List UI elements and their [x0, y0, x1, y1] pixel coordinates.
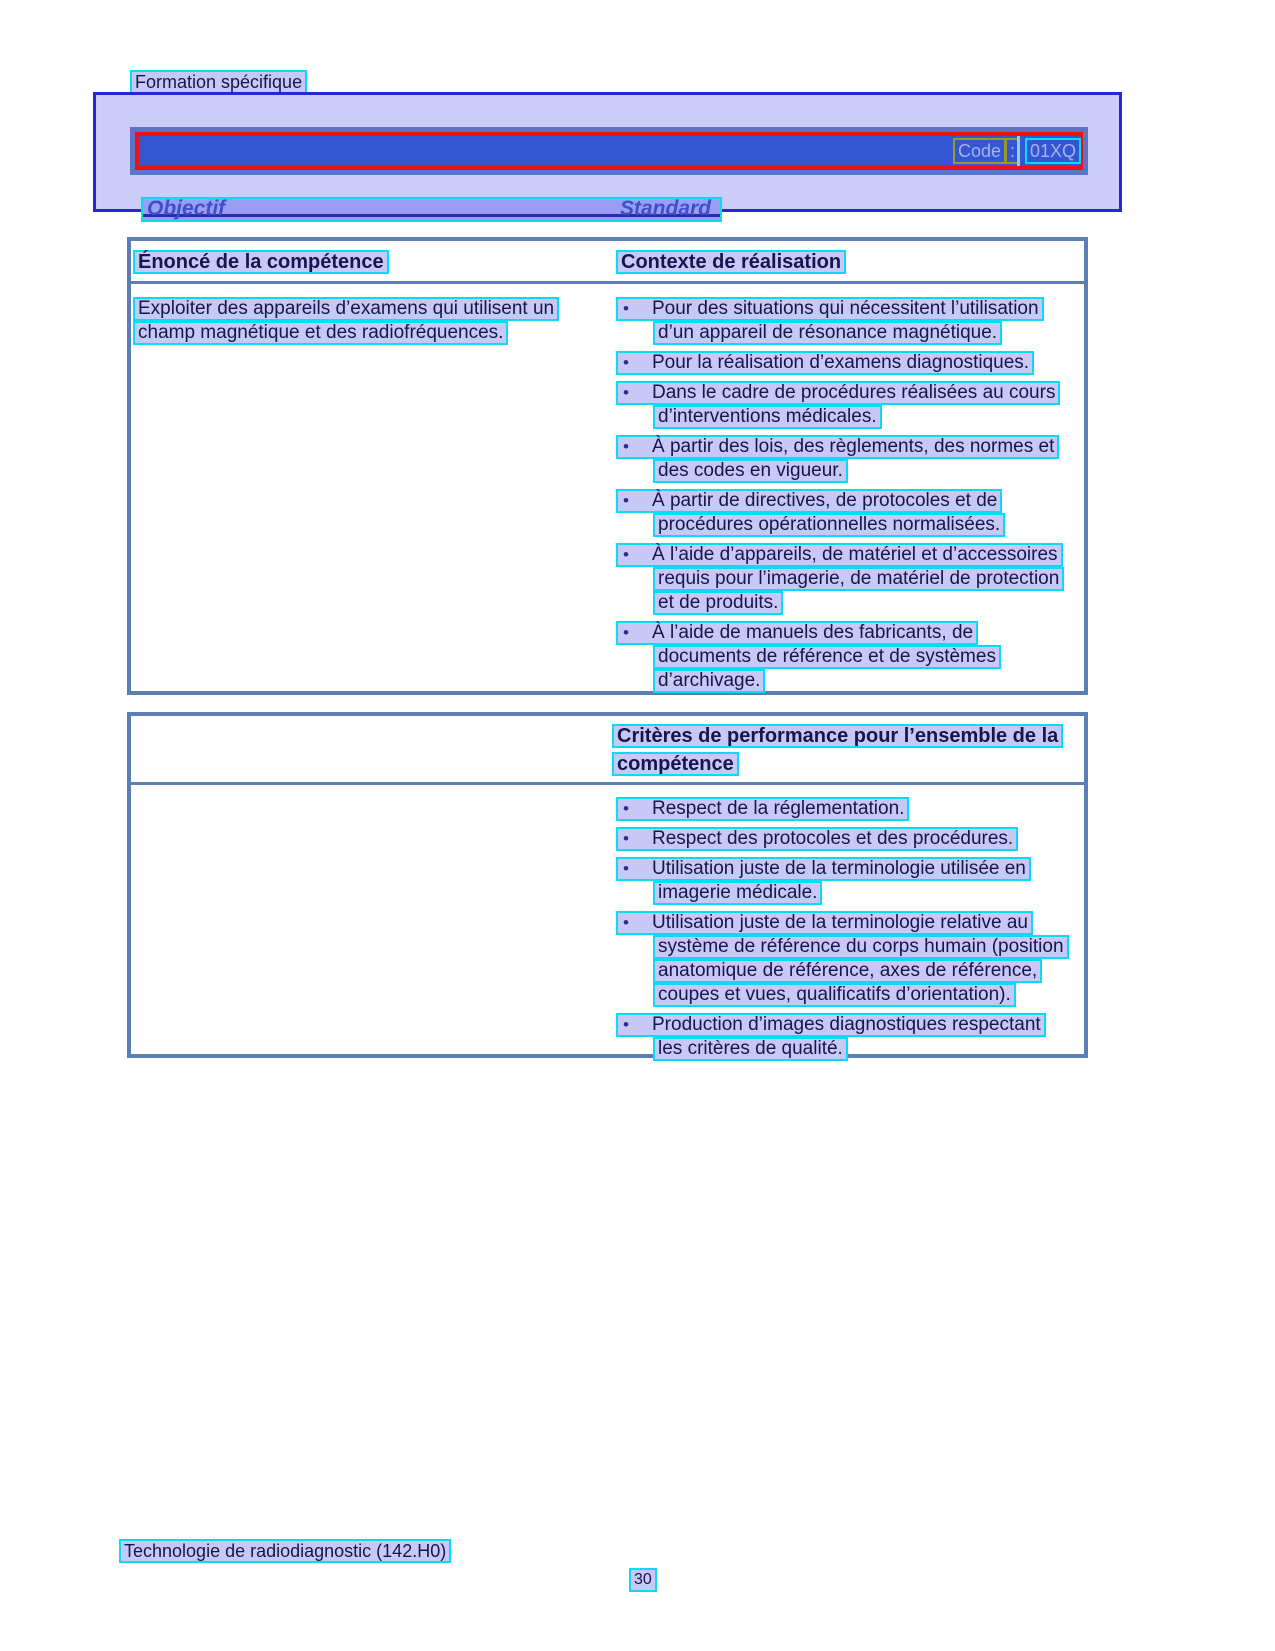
bullet-icon: •: [623, 913, 629, 932]
bullet-line: Respect des protocoles et des procédures.: [652, 828, 1014, 849]
footer-program-label: Technologie de radiodiagnostic (142.H0): [119, 1539, 451, 1563]
statement-line: Exploiter des appareils d’examens qui utilisent un: [133, 297, 559, 321]
competence-table: [127, 237, 1088, 695]
competence-table-header: [131, 241, 1084, 284]
bullet-icon: •: [623, 859, 629, 878]
bullet-line: Utilisation juste de la terminologie relative au: [652, 912, 1028, 933]
bullet-line: À l’aide de manuels des fabricants, de: [652, 622, 974, 643]
bullet-line: documents de référence et de systèmes: [653, 645, 1001, 669]
bullet-line: et de produits.: [653, 591, 783, 615]
statement-line: champ magnétique et des radiofréquences.: [133, 321, 508, 345]
banner-box: [93, 92, 1122, 220]
bullet-line: À partir de directives, de protocoles et de: [652, 490, 998, 511]
page-number: 30: [629, 1568, 657, 1592]
bullet-line: Pour la réalisation d’examens diagnostiques.: [652, 352, 1030, 373]
bullet-line: Pour des situations qui nécessitent l’utilisation: [652, 298, 1039, 319]
header-cell-criteres: [612, 724, 1063, 780]
bullet-icon: •: [623, 491, 629, 510]
bullet-line: Production d’images diagnostiques respectant: [652, 1014, 1041, 1035]
bullet-icon: •: [623, 353, 629, 372]
statement-column: [133, 297, 559, 345]
bullet-line: Utilisation juste de la terminologie utilisée en: [652, 858, 1026, 879]
bullet-line: À l’aide d’appareils, de matériel et d’accessoires: [652, 544, 1058, 565]
criteria-column: [616, 797, 1084, 1067]
list-item: [616, 911, 1084, 1007]
performance-table-header: [131, 716, 1084, 785]
objectif-heading: Objectif: [147, 197, 226, 220]
list-item: [616, 435, 1084, 483]
header-line: Critères de performance pour l’ensemble de la: [612, 724, 1063, 748]
list-item: [616, 297, 1084, 345]
bullet-line: procédures opérationnelles normalisées.: [653, 513, 1005, 537]
list-item: [616, 621, 1084, 693]
code-label: Code: [953, 138, 1006, 164]
standard-heading: Standard: [620, 197, 712, 220]
bullet-line: coupes et vues, qualificatifs d’orientation).: [653, 983, 1016, 1007]
bullet-line: requis pour l’imagerie, de matériel de protection: [653, 567, 1064, 591]
caret-line: [1017, 136, 1020, 166]
code-value: 01XQ: [1025, 138, 1081, 164]
bullet-line: Respect de la réglementation.: [652, 798, 905, 819]
section-label: Formation spécifique: [130, 70, 307, 94]
header-cell-contexte: Contexte de réalisation: [616, 250, 846, 274]
list-item: [616, 797, 1084, 821]
bullet-line: d’interventions médicales.: [653, 405, 882, 429]
list-item: [616, 1013, 1084, 1061]
bullet-line: À partir des lois, des règlements, des normes et: [652, 436, 1055, 457]
code-colon: :: [1005, 138, 1020, 164]
bullet-line: les critères de qualité.: [653, 1037, 848, 1061]
bullet-line: anatomique de référence, axes de référence,: [653, 959, 1042, 983]
list-item: [616, 827, 1084, 851]
bullet-icon: •: [623, 437, 629, 456]
title-bar-inner: [135, 132, 1083, 170]
bullet-line: d’archivage.: [653, 669, 765, 693]
objectif-standard-row: [141, 197, 722, 222]
list-item: [616, 381, 1084, 429]
bullet-line: Dans le cadre de procédures réalisées au cours: [652, 382, 1056, 403]
bullet-icon: •: [623, 1015, 629, 1034]
title-bar: [130, 127, 1088, 175]
bullet-icon: •: [623, 299, 629, 318]
bullet-line: des codes en vigueur.: [653, 459, 848, 483]
list-item: [616, 351, 1084, 375]
bullet-icon: •: [623, 383, 629, 402]
bullet-icon: •: [623, 829, 629, 848]
list-item: [616, 543, 1084, 615]
header-line: compétence: [612, 752, 739, 776]
bullet-icon: •: [623, 799, 629, 818]
bullet-line: d’un appareil de résonance magnétique.: [653, 321, 1002, 345]
header-cell-enonce: Énoncé de la compétence: [133, 250, 389, 274]
bullet-line: imagerie médicale.: [653, 881, 822, 905]
list-item: [616, 489, 1084, 537]
list-item: [616, 857, 1084, 905]
bullet-line: système de référence du corps humain (position: [653, 935, 1069, 959]
bullet-icon: •: [623, 545, 629, 564]
context-column: [616, 297, 1084, 699]
bullet-icon: •: [623, 623, 629, 642]
performance-table: [127, 712, 1088, 1058]
